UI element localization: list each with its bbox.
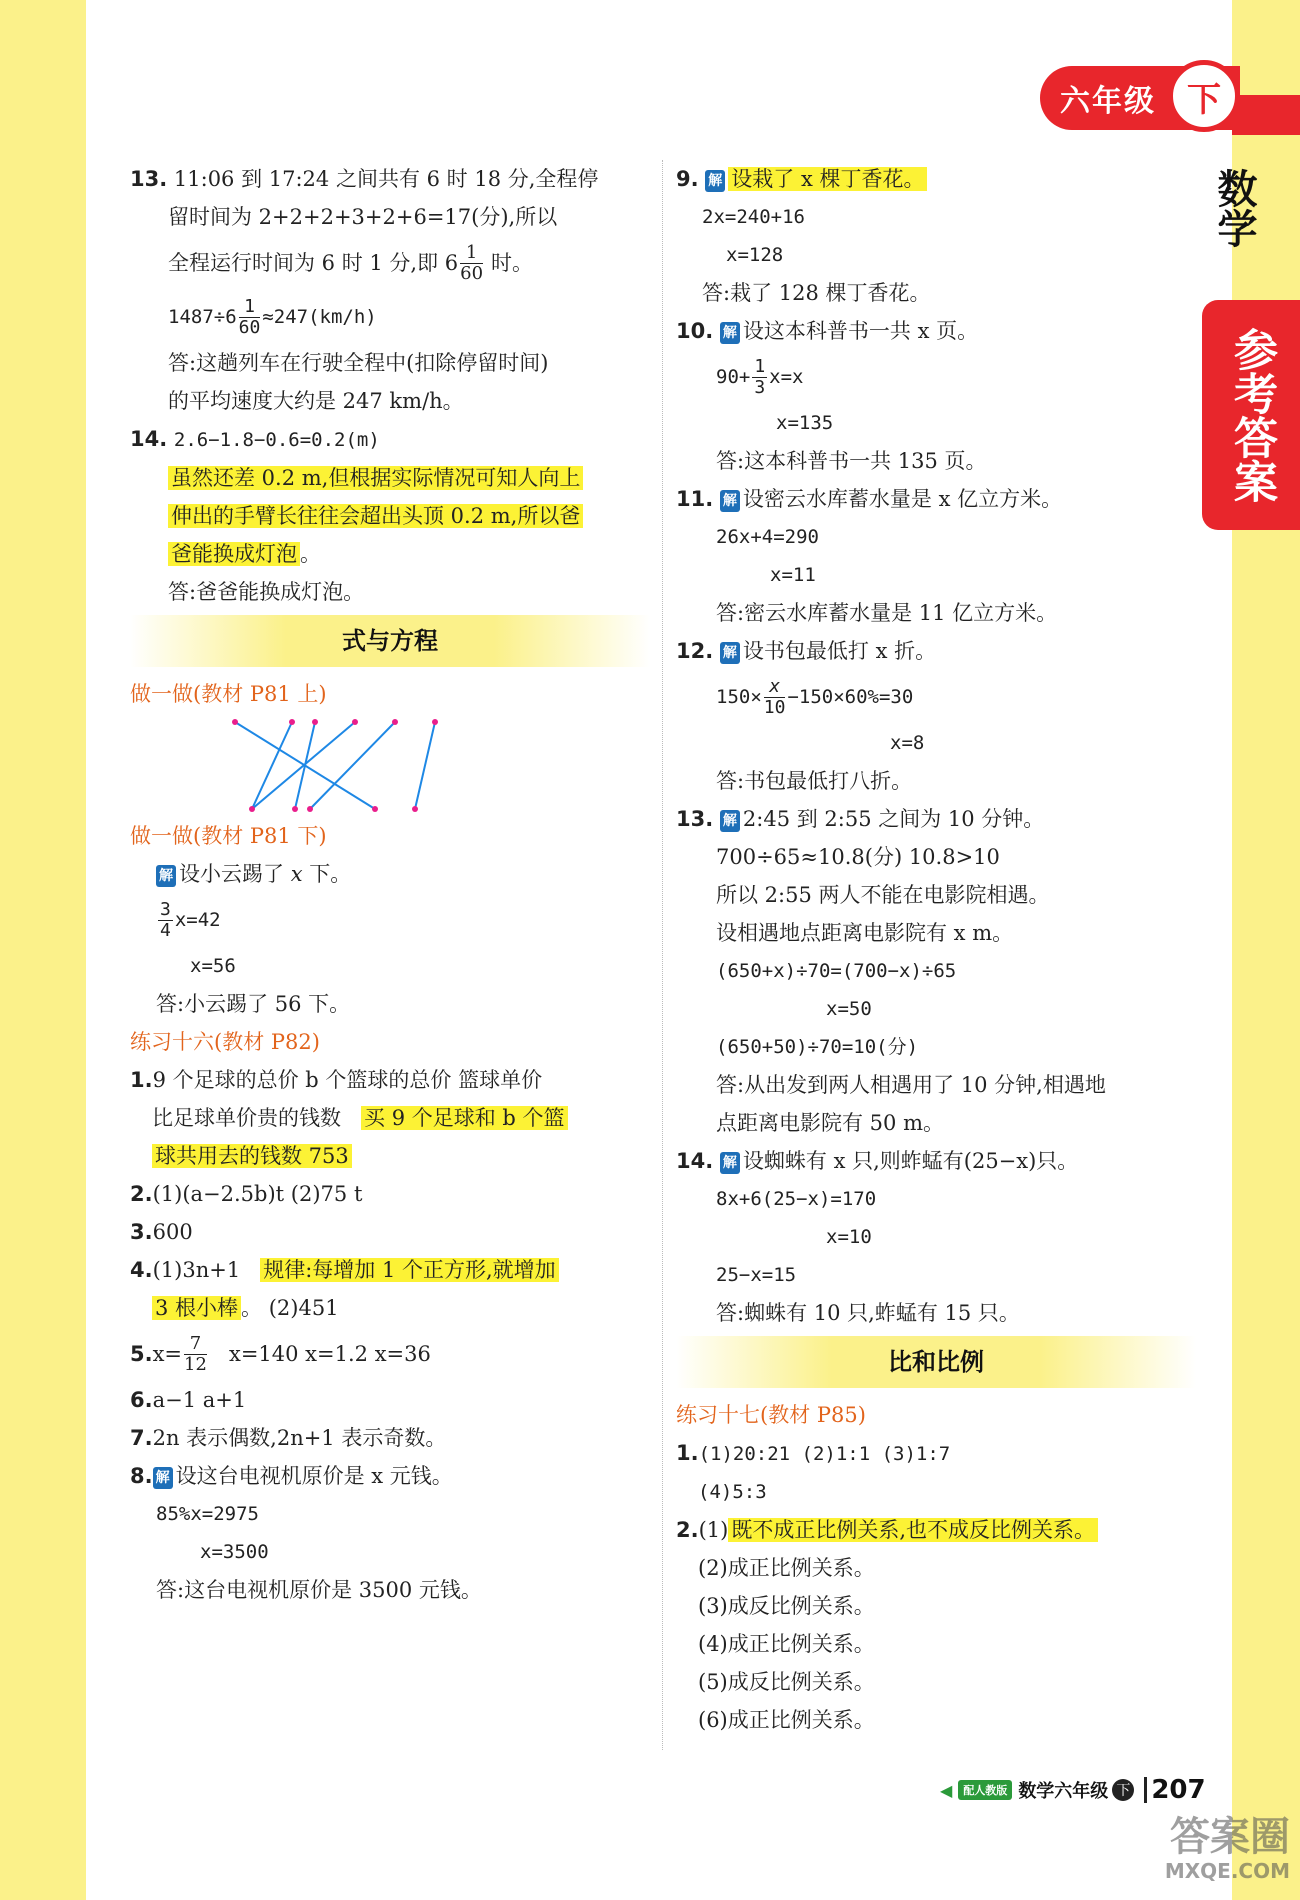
- r9-equation: 2x=240+16: [702, 206, 805, 228]
- p81-var: x: [290, 862, 303, 886]
- p81-frac-num: 3: [160, 898, 171, 920]
- r10-number: 10.: [676, 319, 714, 343]
- question-14-right: [676, 1142, 1196, 1332]
- ex16-q5-x: x=: [152, 1342, 183, 1366]
- q13-calc-frac-den: 60: [238, 316, 261, 338]
- q13-answer-1: 答:这趟列车在行驶全程中(扣除停留时间): [168, 351, 549, 375]
- page-footer: [940, 1770, 1206, 1810]
- solution-badge: 解: [153, 1467, 173, 1489]
- ex16-q3-number: 3.: [130, 1220, 153, 1244]
- r13-answer-1: 答:从出发到两人相遇用了 10 分钟,相遇地: [716, 1073, 1106, 1097]
- ex16-q4-part1: (1)3n+1: [152, 1258, 241, 1282]
- ex16-q8-number: 8.: [130, 1464, 153, 1488]
- watermark-line1: 答案圈: [1170, 1814, 1290, 1860]
- ex16-q7-number: 7.: [130, 1426, 153, 1450]
- p81-fraction: [158, 900, 173, 941]
- question-10: [676, 312, 1196, 480]
- r13-line3: 所以 2:55 两人不能在电影院相遇。: [716, 883, 1050, 907]
- ex16-q5-frac-num: 7: [184, 1334, 207, 1355]
- r14-second: 25−x=15: [716, 1264, 797, 1286]
- exercise-heading-p81-top: 做一做(教材 P81 上): [130, 682, 327, 706]
- column-divider: [662, 160, 663, 1750]
- q13-calc-frac-num: 1: [239, 297, 261, 318]
- r10-frac-den: 3: [754, 376, 766, 398]
- r9-answer: 答:栽了 128 棵丁香花。: [702, 281, 931, 305]
- page-number: 207: [1151, 1775, 1206, 1805]
- watermark: [1120, 1815, 1290, 1883]
- ex16-q4-number: 4.: [130, 1258, 153, 1282]
- r10-eq-part1: 90+: [716, 366, 751, 388]
- ex16-q5-fraction: [184, 1334, 207, 1375]
- ex16-q8-equation: 85%x=2975: [156, 1503, 259, 1525]
- left-arrow-icon: ◀: [940, 1780, 953, 1800]
- p81-equation: x=42: [174, 909, 221, 931]
- q14-highlight-3: 爸能换成灯泡: [168, 542, 300, 566]
- ex17-q2-number: 2.: [676, 1518, 699, 1542]
- r10-frac-num: 1: [754, 355, 766, 377]
- ex17-q1-line1: (1)20:21 (2)1:1 (3)1:7: [698, 1443, 951, 1465]
- match-dot: [372, 806, 378, 812]
- solution-badge: 解: [720, 1152, 740, 1174]
- match-dot: [289, 719, 295, 725]
- ex17-q2-part1-label: (1): [698, 1518, 729, 1542]
- ex16-q8-answer: 答:这台电视机原价是 3500 元钱。: [156, 1578, 482, 1602]
- question-13: [130, 160, 650, 420]
- match-dot: [232, 719, 238, 725]
- r10-result: x=135: [776, 412, 834, 434]
- ex16-q8-setup: 设这台电视机原价是 x 元钱。: [175, 1464, 453, 1488]
- question-12: [676, 632, 1196, 800]
- r10-fraction: [752, 357, 767, 398]
- r12-fraction: [764, 677, 786, 718]
- ex17-q1-line2: (4)5:3: [698, 1481, 767, 1503]
- r13-line4: 设相遇地点距离电影院有 x m。: [716, 921, 1014, 945]
- solution-badge: 解: [156, 865, 176, 887]
- exercise-heading-17: 练习十七(教材 P85): [676, 1403, 866, 1427]
- r12-eq-part1: 150×: [716, 686, 762, 708]
- q14-calc: 2.6−1.8−0.6=0.2(m): [173, 429, 380, 451]
- ex16-q6-number: 6.: [130, 1388, 153, 1412]
- q14-highlight-2: 伸出的手臂长往往会超出头顶 0.2 m,所以爸: [168, 504, 583, 528]
- ex16-q1-highlight-2: 球共用去的钱数 753: [152, 1144, 352, 1168]
- left-margin-strip: [0, 0, 86, 1900]
- ex16-q1-number: 1.: [130, 1068, 153, 1092]
- r14-equation: 8x+6(25−x)=170: [716, 1188, 877, 1210]
- ex16-q5-number: 5.: [130, 1342, 153, 1366]
- q13-calc-fraction: [239, 297, 261, 338]
- match-dot: [352, 719, 358, 725]
- reference-answer-tab: [1202, 300, 1300, 530]
- ref-tab-text: 参考答案: [1226, 327, 1277, 503]
- q13-number: 13.: [130, 167, 168, 191]
- r11-number: 11.: [676, 487, 714, 511]
- r12-answer: 答:书包最低打八折。: [716, 769, 913, 793]
- ex17-q2-item6: (6)成正比例关系。: [698, 1708, 875, 1732]
- ex17-q2-item5: (5)成反比例关系。: [698, 1670, 875, 1694]
- q13-fraction: [460, 243, 483, 284]
- r10-setup: 设这本科普书一共 x 页。: [742, 319, 979, 343]
- footer-separator: [1144, 1777, 1147, 1803]
- right-column: [676, 160, 1196, 1739]
- r9-highlight: 设栽了 x 棵丁香花。: [728, 167, 927, 191]
- ex16-q4-highlight-1: 规律:每增加 1 个正方形,就增加: [260, 1258, 558, 1282]
- match-line: [415, 722, 435, 809]
- q14-answer: 答:爸爸能换成灯泡。: [168, 580, 365, 604]
- match-dot: [307, 806, 313, 812]
- ex16-q1-line2: 比足球单价贵的钱数: [152, 1106, 341, 1130]
- p81-frac-den: 4: [160, 919, 171, 941]
- match-dot: [392, 719, 398, 725]
- ex16-q1: [130, 1061, 650, 1175]
- match-dot: [249, 806, 255, 812]
- ex17-q2-highlight: 既不成正比例关系,也不成反比例关系。: [728, 1518, 1098, 1542]
- grade-label: 六年级: [1060, 84, 1156, 119]
- r9-number: 9.: [676, 167, 699, 191]
- r9-result: x=128: [726, 244, 784, 266]
- r13-number: 13.: [676, 807, 714, 831]
- ex17-q2-item4: (4)成正比例关系。: [698, 1632, 875, 1656]
- exercise-heading-p81-bottom: 做一做(教材 P81 下): [130, 824, 327, 848]
- ex16-q4-highlight-2: 3 根小棒: [152, 1296, 241, 1320]
- section-title-equations: 式与方程: [130, 615, 650, 667]
- r12-frac-num: x: [764, 677, 786, 698]
- r11-setup: 设密云水库蓄水量是 x 亿立方米。: [742, 487, 1063, 511]
- brand-badge: 配人教版: [958, 1780, 1012, 1800]
- match-dot: [432, 719, 438, 725]
- r10-eq-part2: x=x: [769, 366, 804, 388]
- question-11: [676, 480, 1196, 632]
- ex16-q2-number: 2.: [130, 1182, 153, 1206]
- volume-badge: 下: [1168, 60, 1240, 132]
- watermark-line2: MXQE.COM: [1164, 1859, 1290, 1883]
- ex16-q5-rest: x=140 x=1.2 x=36: [228, 1342, 431, 1366]
- header-red-band: [1232, 95, 1300, 135]
- question-9: [676, 160, 1196, 312]
- r11-answer: 答:密云水库蓄水量是 11 亿立方米。: [716, 601, 1058, 625]
- section-title-ratio: 比和比例: [676, 1336, 1196, 1388]
- r13-result: x=50: [826, 998, 872, 1020]
- r13-line1: 2:45 到 2:55 之间为 10 分钟。: [742, 807, 1045, 831]
- p81-setup-end: 下。: [309, 862, 352, 886]
- q13-line3-end: 时。: [491, 251, 534, 275]
- r11-equation: 26x+4=290: [716, 526, 819, 548]
- question-14: [130, 420, 650, 611]
- q13-calc-result: ≈247(km/h): [262, 306, 377, 328]
- q13-line3: 全程运行时间为 6 时 1 分,即 6: [168, 251, 459, 275]
- ex17-q2-item2: (2)成正比例关系。: [698, 1556, 875, 1580]
- ex16-q7-text: 2n 表示偶数,2n+1 表示奇数。: [152, 1426, 447, 1450]
- match-dot: [412, 806, 418, 812]
- right-margin-strip: [1232, 0, 1300, 1900]
- p81-bottom-solution: [130, 855, 650, 1023]
- question-13-right: [676, 800, 1196, 1142]
- match-line: [252, 722, 292, 809]
- solution-badge: 解: [720, 642, 740, 664]
- ex16-q6-text: a−1 a+1: [152, 1388, 247, 1412]
- ex16-q4-part2: 。 (2)451: [241, 1296, 339, 1320]
- q14-period: 。: [300, 542, 321, 566]
- r14-number: 14.: [676, 1149, 714, 1173]
- book-title: 数学六年级: [1018, 1781, 1109, 1802]
- ex16-q8: [130, 1457, 650, 1609]
- r13-line2: 700÷65≈10.8(分) 10.8>10: [716, 845, 1000, 869]
- r14-answer: 答:蜘蛛有 10 只,蚱蜢有 15 只。: [716, 1301, 1020, 1325]
- r12-number: 12.: [676, 639, 714, 663]
- q13-calc: 1487÷6: [168, 306, 237, 328]
- r12-result: x=8: [890, 732, 925, 754]
- p81-answer: 答:小云踢了 56 下。: [156, 992, 351, 1016]
- footer-volume-badge: 下: [1112, 1779, 1134, 1801]
- r14-result: x=10: [826, 1226, 872, 1248]
- left-column: [130, 160, 650, 1609]
- solution-badge: 解: [705, 170, 725, 192]
- q14-highlight-1: 虽然还差 0.2 m,但根据实际情况可知人向上: [168, 466, 583, 490]
- r12-setup: 设书包最低打 x 折。: [742, 639, 937, 663]
- ex16-q3-text: 600: [152, 1220, 193, 1244]
- r13-check: (650+50)÷70=10(分): [716, 1036, 919, 1058]
- q13-frac-den: 60: [460, 262, 484, 284]
- q13-frac-num: 1: [460, 243, 483, 264]
- solution-badge: 解: [720, 490, 740, 512]
- ex17-q2-item3: (3)成反比例关系。: [698, 1594, 875, 1618]
- r12-eq-part2: −150×60%=30: [787, 686, 914, 708]
- matching-lines-diagram: [230, 717, 460, 817]
- r11-result: x=11: [770, 564, 816, 586]
- ex16-q1-line1: 9 个足球的总价 b 个篮球的总价 篮球单价: [152, 1068, 543, 1092]
- ex16-q5-frac-den: 12: [184, 1353, 207, 1375]
- match-dot: [292, 806, 298, 812]
- q13-line2: 留时间为 2+2+2+3+2+6=17(分),所以: [168, 205, 558, 229]
- subject-label: 数学: [1211, 168, 1258, 248]
- q13-answer-2: 的平均速度大约是 247 km/h。: [168, 389, 464, 413]
- r14-setup: 设蜘蛛有 x 只,则蚱蜢有(25−x)只。: [742, 1149, 1079, 1173]
- exercise-heading-16: 练习十六(教材 P82): [130, 1030, 320, 1054]
- solution-badge: 解: [720, 322, 740, 344]
- ex17-q1-number: 1.: [676, 1441, 699, 1465]
- match-line: [252, 722, 355, 809]
- r10-answer: 答:这本科普书一共 135 页。: [716, 449, 987, 473]
- r13-answer-2: 点距离电影院有 50 m。: [716, 1111, 944, 1135]
- p81-setup: 设小云踢了: [179, 862, 284, 886]
- ex16-q1-highlight-1: 买 9 个足球和 b 个篮: [361, 1106, 568, 1130]
- p81-result: x=56: [190, 955, 236, 977]
- r12-frac-den: 10: [763, 696, 786, 718]
- q14-number: 14.: [130, 427, 168, 451]
- ex16-q8-result: x=3500: [200, 1541, 269, 1563]
- r13-equation: (650+x)÷70=(700−x)÷65: [716, 960, 957, 982]
- ex16-q2-text: (1)(a−2.5b)t (2)75 t: [152, 1182, 363, 1206]
- solution-badge: 解: [720, 810, 740, 832]
- match-dot: [312, 719, 318, 725]
- q13-line1: 11:06 到 17:24 之间共有 6 时 18 分,全程停: [173, 167, 599, 191]
